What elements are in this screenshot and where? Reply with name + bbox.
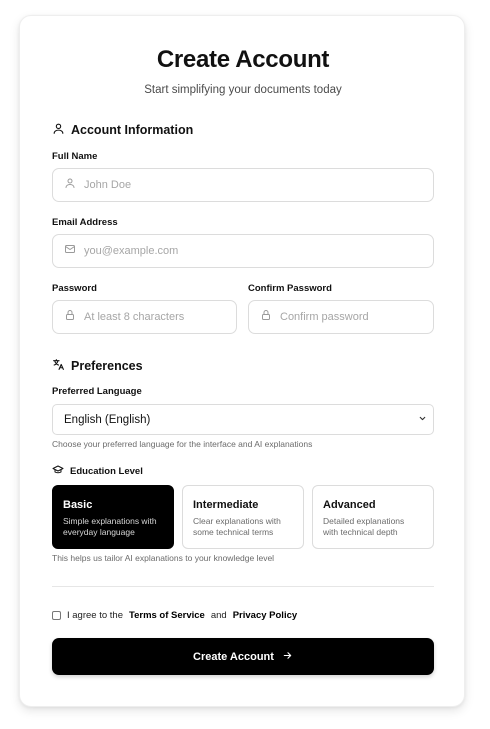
password-input[interactable] bbox=[84, 311, 236, 323]
page-title: Create Account bbox=[156, 46, 330, 73]
education-option-title: Intermediate bbox=[193, 499, 259, 511]
confirm-password-input[interactable] bbox=[280, 311, 433, 323]
terms-checkbox[interactable] bbox=[52, 611, 61, 620]
education-option-advanced[interactable] bbox=[312, 485, 434, 549]
language-label: Preferred Language bbox=[52, 386, 142, 397]
education-option-desc: some technical terms bbox=[193, 527, 274, 537]
privacy-policy-link[interactable]: Privacy Policy bbox=[232, 610, 298, 621]
create-account-button-label: Create Account bbox=[193, 650, 274, 663]
education-option-desc: with technical depth bbox=[323, 527, 398, 537]
education-level-label bbox=[52, 464, 143, 479]
email-input[interactable] bbox=[84, 245, 433, 257]
translate-icon bbox=[52, 358, 65, 374]
lock-icon bbox=[64, 308, 76, 326]
terms-and: and bbox=[210, 610, 227, 621]
confirm-password-field[interactable] bbox=[248, 300, 434, 334]
education-option-desc: Clear explanations with bbox=[193, 516, 281, 526]
education-option-desc: Detailed explanations bbox=[323, 516, 405, 526]
confirm-password-label: Confirm Password bbox=[248, 283, 332, 294]
account-section-header bbox=[52, 122, 193, 138]
language-hint: Choose your preferred language for the interface and AI explanations bbox=[52, 439, 313, 449]
education-option-basic[interactable] bbox=[52, 485, 174, 549]
divider bbox=[52, 586, 434, 587]
graduation-cap-icon bbox=[52, 464, 64, 479]
preferences-section-header bbox=[52, 358, 143, 374]
full-name-label: Full Name bbox=[52, 151, 98, 162]
language-selected-value: English (English) bbox=[64, 413, 151, 426]
page-subtitle: Start simplifying your documents today bbox=[144, 84, 342, 96]
password-field[interactable] bbox=[52, 300, 237, 334]
education-option-desc: everyday language bbox=[63, 527, 135, 537]
lock-icon bbox=[260, 308, 272, 326]
full-name-field[interactable] bbox=[52, 168, 434, 202]
education-level-title: Education Level bbox=[70, 466, 143, 477]
signup-card bbox=[19, 15, 465, 707]
education-option-title: Basic bbox=[63, 499, 93, 511]
account-section-title: Account Information bbox=[71, 123, 194, 137]
language-select[interactable] bbox=[52, 404, 434, 435]
terms-prefix: I agree to the bbox=[67, 610, 123, 621]
terms-of-service-link[interactable]: Terms of Service bbox=[128, 610, 205, 621]
password-label: Password bbox=[52, 283, 97, 294]
education-hint: This helps us tailor AI explanations to your knowledge level bbox=[52, 553, 275, 563]
email-label: Email Address bbox=[52, 217, 118, 228]
education-option-intermediate[interactable] bbox=[182, 485, 304, 549]
user-icon bbox=[64, 176, 76, 194]
arrow-right-icon bbox=[282, 650, 293, 664]
create-account-button[interactable] bbox=[52, 638, 434, 675]
education-option-desc: Simple explanations with bbox=[63, 516, 157, 526]
user-icon bbox=[52, 122, 65, 138]
chevron-down-icon bbox=[418, 414, 427, 426]
terms-agreement bbox=[52, 610, 297, 621]
mail-icon bbox=[64, 242, 76, 260]
email-field[interactable] bbox=[52, 234, 434, 268]
full-name-input[interactable] bbox=[84, 179, 433, 191]
preferences-section-title: Preferences bbox=[71, 359, 143, 373]
education-option-title: Advanced bbox=[323, 499, 376, 511]
